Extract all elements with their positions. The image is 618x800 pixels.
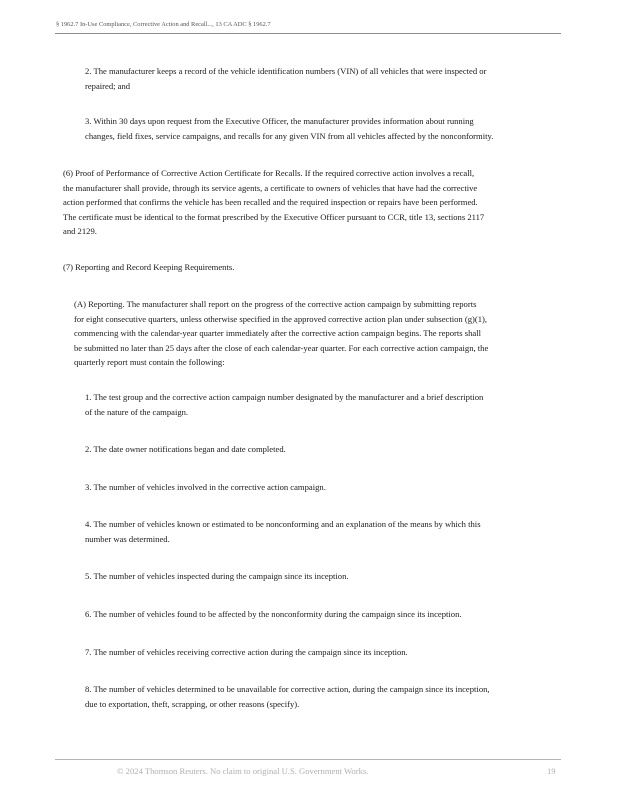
header-rule xyxy=(55,33,561,34)
text-line: 6. The number of vehicles found to be affected by the nonconformity during the campaign since its inception. xyxy=(85,609,462,619)
text-line: of the nature of the campaign. xyxy=(85,406,189,417)
paragraph-list-item-5 xyxy=(85,569,349,584)
text-line: and 2129. xyxy=(63,226,97,236)
footer-rule xyxy=(55,759,561,760)
text-line: 4. The number of vehicles known or estimated to be nonconforming and an explanation of the means by which this xyxy=(85,519,481,529)
text-line: repaired; and xyxy=(85,80,131,91)
text-line: 7. The number of vehicles receiving corrective action during the campaign since its inception. xyxy=(85,647,408,657)
text-line: number was determined. xyxy=(85,533,170,544)
paragraph-list-item-1 xyxy=(85,390,483,419)
paragraph-subsection-a xyxy=(74,297,488,370)
text-line: for eight consecutive quarters, unless otherwise specified in the approved corrective action plan under subsection (g)(1), xyxy=(74,313,488,324)
paragraph-section-6 xyxy=(63,166,484,239)
text-line: 5. The number of vehicles inspected during the campaign since its inception. xyxy=(85,571,349,581)
text-line: The certificate must be identical to the format prescribed by the Executive Officer pursuant to CCR, title 13, sections 2117 xyxy=(63,211,485,222)
paragraph-list-item-8 xyxy=(85,682,490,711)
text-line: 2. The date owner notifications began and date completed. xyxy=(85,444,286,454)
text-line: quarterly report must contain the following: xyxy=(74,357,225,367)
text-line: 1. The test group and the corrective action campaign number designated by the manufacturer and a brief description xyxy=(85,392,484,402)
paragraph-list-item-6 xyxy=(85,607,462,622)
text-line: 3. The number of vehicles involved in the corrective action campaign. xyxy=(85,482,326,492)
text-line: (7) Reporting and Record Keeping Requirements. xyxy=(63,262,235,272)
paragraph-list-item-4 xyxy=(85,517,481,546)
text-line: the manufacturer shall provide, through its service agents, a certificate to owners of vehicles that have had the corrective xyxy=(63,182,478,193)
page-number: 19 xyxy=(547,766,556,776)
text-line: (A) Reporting. The manufacturer shall report on the progress of the corrective action campaign by submitting reports xyxy=(74,299,477,309)
text-line: 3. Within 30 days upon request from the Executive Officer, the manufacturer provides information about running xyxy=(85,116,474,126)
paragraph-list-item-2 xyxy=(85,442,286,457)
footer-copyright: © 2024 Thomson Reuters. No claim to original U.S. Government Works. xyxy=(117,766,369,776)
text-line: 8. The number of vehicles determined to be unavailable for corrective action, during the campaign since its inception, xyxy=(85,684,490,694)
paragraph-item-2 xyxy=(85,64,486,93)
text-line: commencing with the calendar-year quarter immediately after the corrective action campaign begins. The reports shall xyxy=(74,328,481,338)
text-line: be submitted no later than 25 days after the close of each calendar-year quarter. For each corrective action campaign, the xyxy=(74,342,489,353)
text-line: due to exportation, theft, scrapping, or other reasons (specify). xyxy=(85,698,300,709)
paragraph-section-7 xyxy=(63,260,234,275)
text-line: changes, field fixes, service campaigns, and recalls for any given VIN from all vehicles affected by the nonconformity. xyxy=(85,130,494,141)
text-line: 2. The manufacturer keeps a record of the vehicle identification numbers (VIN) of all vehicles that were inspected or xyxy=(85,66,487,76)
running-header: § 1962.7 In-Use Compliance, Corrective Action and Recall..., 13 CA ADC § 1962.7 xyxy=(56,21,271,28)
text-line: action performed that confirms the vehicle has been recalled and the required inspection or repairs have been performed. xyxy=(63,197,478,207)
paragraph-list-item-7 xyxy=(85,645,408,660)
paragraph-list-item-3 xyxy=(85,480,326,495)
paragraph-item-3 xyxy=(85,114,493,143)
text-line: (6) Proof of Performance of Corrective Action Certificate for Recalls. If the required corrective action involves a recall, xyxy=(63,168,475,178)
